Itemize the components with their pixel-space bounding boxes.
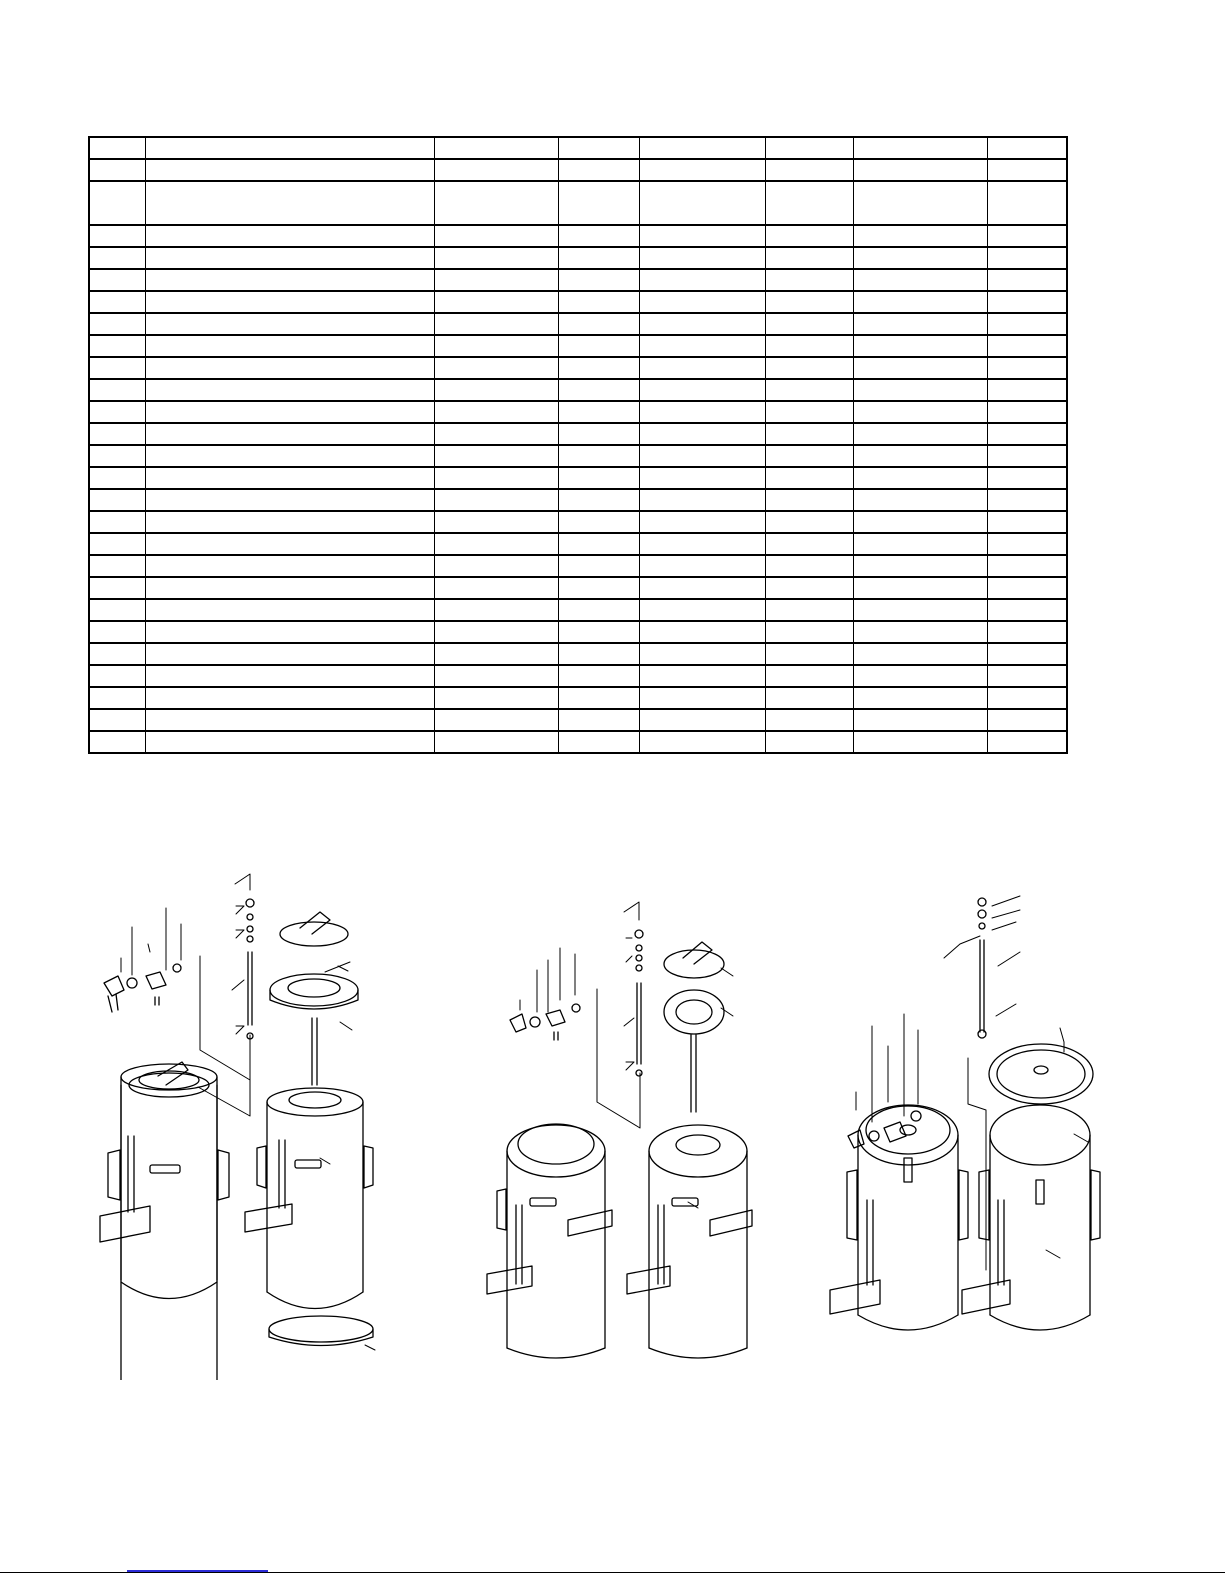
dispenser-body	[100, 1062, 229, 1380]
faucet	[848, 1130, 864, 1148]
dispenser-assembly-2	[487, 902, 752, 1358]
table-cell	[434, 423, 558, 445]
table-cell	[89, 445, 145, 467]
table-cell	[853, 335, 987, 357]
table-cell	[434, 181, 558, 225]
table-header-cell	[765, 137, 853, 159]
table-cell	[145, 555, 434, 577]
table-cell	[765, 159, 853, 181]
table-cell	[987, 489, 1067, 511]
table-cell	[765, 379, 853, 401]
table-row	[89, 489, 1067, 511]
table-cell	[987, 687, 1067, 709]
table-cell	[987, 247, 1067, 269]
table-cell	[558, 709, 639, 731]
table-cell	[765, 489, 853, 511]
table-cell	[558, 291, 639, 313]
table-cell	[765, 555, 853, 577]
table-cell	[89, 687, 145, 709]
table-cell	[89, 357, 145, 379]
table-cell	[558, 577, 639, 599]
table-cell	[89, 621, 145, 643]
table-row	[89, 731, 1067, 753]
table-row	[89, 335, 1067, 357]
table-row	[89, 379, 1067, 401]
table-cell	[89, 423, 145, 445]
table-cell	[987, 555, 1067, 577]
table-cell	[89, 247, 145, 269]
table-cell	[987, 357, 1067, 379]
table-row	[89, 577, 1067, 599]
table-row	[89, 225, 1067, 247]
table-cell	[558, 731, 639, 753]
table-cell	[145, 621, 434, 643]
table-cell	[558, 467, 639, 489]
table-cell	[987, 533, 1067, 555]
table-cell	[558, 665, 639, 687]
table-cell	[853, 445, 987, 467]
table-cell	[558, 599, 639, 621]
table-cell	[987, 467, 1067, 489]
table-cell	[558, 335, 639, 357]
lid	[664, 990, 724, 1034]
table-cell	[639, 291, 765, 313]
table-cell	[145, 291, 434, 313]
table-row	[89, 445, 1067, 467]
footer-rule	[0, 1572, 1225, 1573]
table-cell	[145, 159, 434, 181]
table-header-cell	[558, 137, 639, 159]
faucet	[510, 1014, 526, 1032]
table-cell	[853, 181, 987, 225]
table-cell	[434, 489, 558, 511]
callout-leaders	[856, 896, 1088, 1270]
table-cell	[765, 577, 853, 599]
table-cell	[765, 467, 853, 489]
table-cell	[639, 159, 765, 181]
table-cell	[639, 511, 765, 533]
table-cell	[89, 181, 145, 225]
table-cell	[558, 621, 639, 643]
table-cell	[765, 445, 853, 467]
table-cell	[434, 379, 558, 401]
lid-cap	[280, 922, 348, 946]
table-cell	[639, 533, 765, 555]
table-cell	[639, 599, 765, 621]
table-cell	[145, 401, 434, 423]
table-cell	[987, 269, 1067, 291]
table-cell	[639, 621, 765, 643]
table-cell	[434, 159, 558, 181]
table-cell	[853, 423, 987, 445]
table-cell	[987, 709, 1067, 731]
table-cell	[145, 247, 434, 269]
table-row	[89, 599, 1067, 621]
table-cell	[765, 357, 853, 379]
table-cell	[765, 533, 853, 555]
table-cell	[558, 247, 639, 269]
table-row	[89, 665, 1067, 687]
table-cell	[89, 555, 145, 577]
table-cell	[853, 731, 987, 753]
table-row	[89, 643, 1067, 665]
table-cell	[89, 379, 145, 401]
table-cell	[639, 247, 765, 269]
table-cell	[765, 313, 853, 335]
table-cell	[89, 599, 145, 621]
table-cell	[987, 731, 1067, 753]
table-cell	[987, 335, 1067, 357]
table-cell	[558, 181, 639, 225]
table-cell	[853, 533, 987, 555]
table-cell	[987, 511, 1067, 533]
footer-link[interactable]	[127, 1570, 268, 1572]
table-cell	[639, 379, 765, 401]
table-cell	[639, 181, 765, 225]
table-cell	[987, 599, 1067, 621]
table-cell	[639, 313, 765, 335]
table-row	[89, 467, 1067, 489]
table-cell	[558, 423, 639, 445]
table-cell	[558, 379, 639, 401]
table-cell	[434, 467, 558, 489]
table-cell	[853, 665, 987, 687]
table-row	[89, 181, 1067, 225]
table-cell	[558, 313, 639, 335]
table-cell	[434, 577, 558, 599]
table-cell	[434, 335, 558, 357]
table-cell	[558, 687, 639, 709]
table-cell	[434, 291, 558, 313]
table-cell	[558, 489, 639, 511]
table-cell	[639, 401, 765, 423]
table-cell	[639, 665, 765, 687]
table-cell	[434, 643, 558, 665]
table-cell	[765, 247, 853, 269]
table-cell	[89, 665, 145, 687]
table-cell	[853, 687, 987, 709]
table-cell	[145, 357, 434, 379]
table-cell	[558, 555, 639, 577]
table-cell	[765, 225, 853, 247]
table-cell	[639, 357, 765, 379]
table-cell	[853, 159, 987, 181]
faucet	[104, 976, 124, 996]
table-cell	[145, 467, 434, 489]
table-cell	[145, 577, 434, 599]
table-cell	[639, 269, 765, 291]
table-cell	[434, 357, 558, 379]
table-cell	[853, 577, 987, 599]
table-cell	[434, 247, 558, 269]
table-cell	[765, 621, 853, 643]
table-cell	[145, 313, 434, 335]
table-cell	[558, 159, 639, 181]
table-cell	[853, 709, 987, 731]
table-cell	[145, 489, 434, 511]
table-row	[89, 709, 1067, 731]
table-cell	[434, 621, 558, 643]
table-cell	[89, 225, 145, 247]
table-cell	[987, 313, 1067, 335]
table-cell	[434, 665, 558, 687]
table-cell	[89, 511, 145, 533]
table-cell	[145, 599, 434, 621]
table-cell	[558, 643, 639, 665]
dispenser-assembly-3	[830, 896, 1100, 1330]
table-cell	[558, 533, 639, 555]
table-cell	[987, 423, 1067, 445]
table-row	[89, 313, 1067, 335]
table-cell	[765, 291, 853, 313]
tube	[248, 952, 252, 1025]
table-header-cell	[853, 137, 987, 159]
table-cell	[434, 555, 558, 577]
table-cell	[558, 269, 639, 291]
table-cell	[89, 269, 145, 291]
table-cell	[639, 489, 765, 511]
table-cell	[639, 423, 765, 445]
table-cell	[145, 511, 434, 533]
table-cell	[145, 379, 434, 401]
table-cell	[558, 357, 639, 379]
table-cell	[853, 225, 987, 247]
table-header-row	[89, 137, 1067, 159]
table-cell	[558, 511, 639, 533]
table-cell	[853, 511, 987, 533]
table-cell	[434, 269, 558, 291]
table-cell	[853, 313, 987, 335]
table-row	[89, 291, 1067, 313]
exploded-parts-diagram	[0, 840, 1225, 1380]
table-cell	[853, 467, 987, 489]
table-row	[89, 555, 1067, 577]
table-cell	[434, 533, 558, 555]
table-cell	[765, 335, 853, 357]
table-cell	[434, 445, 558, 467]
table-cell	[987, 291, 1067, 313]
table-cell	[639, 731, 765, 753]
table-cell	[89, 159, 145, 181]
table-header-cell	[639, 137, 765, 159]
table-cell	[145, 335, 434, 357]
table-cell	[145, 687, 434, 709]
table-cell	[765, 401, 853, 423]
table-cell	[765, 731, 853, 753]
table-cell	[434, 225, 558, 247]
table-cell	[145, 731, 434, 753]
table-header-cell	[145, 137, 434, 159]
table-cell	[145, 665, 434, 687]
table-cell	[89, 291, 145, 313]
table-cell	[434, 401, 558, 423]
table-cell	[434, 511, 558, 533]
table-cell	[853, 357, 987, 379]
table-header-cell	[987, 137, 1067, 159]
table-cell	[853, 555, 987, 577]
table-cell	[89, 489, 145, 511]
table-row	[89, 269, 1067, 291]
table-cell	[89, 335, 145, 357]
table-row	[89, 401, 1067, 423]
table-cell	[987, 181, 1067, 225]
table-cell	[853, 401, 987, 423]
table-cell	[145, 181, 434, 225]
table-header-cell	[434, 137, 558, 159]
table-cell	[639, 687, 765, 709]
table-cell	[639, 555, 765, 577]
table-cell	[434, 709, 558, 731]
table-cell	[987, 665, 1067, 687]
tube	[637, 983, 641, 1064]
dispenser-body	[627, 1125, 752, 1358]
table-cell	[853, 599, 987, 621]
table-cell	[987, 379, 1067, 401]
table-cell	[853, 247, 987, 269]
table-cell	[765, 665, 853, 687]
table-cell	[987, 577, 1067, 599]
tube	[980, 940, 984, 1032]
table-cell	[89, 731, 145, 753]
table-cell	[765, 687, 853, 709]
table-cell	[987, 643, 1067, 665]
table-cell	[853, 643, 987, 665]
table-cell	[89, 709, 145, 731]
table-cell	[434, 313, 558, 335]
table-cell	[853, 621, 987, 643]
dispenser-assembly-1	[100, 874, 375, 1380]
table-cell	[765, 709, 853, 731]
table-cell	[765, 599, 853, 621]
callout-leaders	[520, 902, 733, 1208]
table-cell	[434, 687, 558, 709]
table-cell	[89, 533, 145, 555]
table-cell	[558, 401, 639, 423]
table-cell	[639, 709, 765, 731]
table-row	[89, 423, 1067, 445]
table-cell	[853, 489, 987, 511]
table-cell	[987, 401, 1067, 423]
table-cell	[639, 643, 765, 665]
table-cell	[765, 643, 853, 665]
table-cell	[89, 401, 145, 423]
callout-leaders	[121, 874, 375, 1350]
table-row	[89, 357, 1067, 379]
table-cell	[89, 643, 145, 665]
table-cell	[145, 269, 434, 291]
table-cell	[853, 291, 987, 313]
base-ring	[269, 1316, 373, 1342]
table-cell	[434, 599, 558, 621]
table-cell	[639, 577, 765, 599]
table-cell	[853, 269, 987, 291]
table-cell	[639, 467, 765, 489]
table-cell	[89, 577, 145, 599]
table-cell	[987, 445, 1067, 467]
table-cell	[987, 621, 1067, 643]
table-cell	[145, 445, 434, 467]
table-cell	[765, 423, 853, 445]
table-cell	[765, 269, 853, 291]
table-row	[89, 247, 1067, 269]
table-cell	[89, 467, 145, 489]
table-cell	[639, 225, 765, 247]
dispenser-body	[962, 1105, 1100, 1330]
table-cell	[987, 225, 1067, 247]
table-row	[89, 687, 1067, 709]
table-row	[89, 533, 1067, 555]
table-row	[89, 511, 1067, 533]
table-cell	[145, 423, 434, 445]
table-cell	[639, 445, 765, 467]
dispenser-body	[245, 1088, 373, 1309]
table-cell	[765, 511, 853, 533]
table-cell	[434, 731, 558, 753]
table-cell	[765, 181, 853, 225]
table-cell	[145, 643, 434, 665]
table-cell	[853, 379, 987, 401]
table-cell	[558, 225, 639, 247]
table-cell	[89, 313, 145, 335]
table-row	[89, 159, 1067, 181]
table-cell	[145, 533, 434, 555]
parts-list-table	[88, 136, 1068, 754]
table-cell	[145, 709, 434, 731]
table-cell	[639, 335, 765, 357]
table-row	[89, 621, 1067, 643]
table-header-cell	[89, 137, 145, 159]
table-cell	[145, 225, 434, 247]
table-cell	[987, 159, 1067, 181]
dispenser-body	[487, 1124, 612, 1358]
table-cell	[558, 445, 639, 467]
